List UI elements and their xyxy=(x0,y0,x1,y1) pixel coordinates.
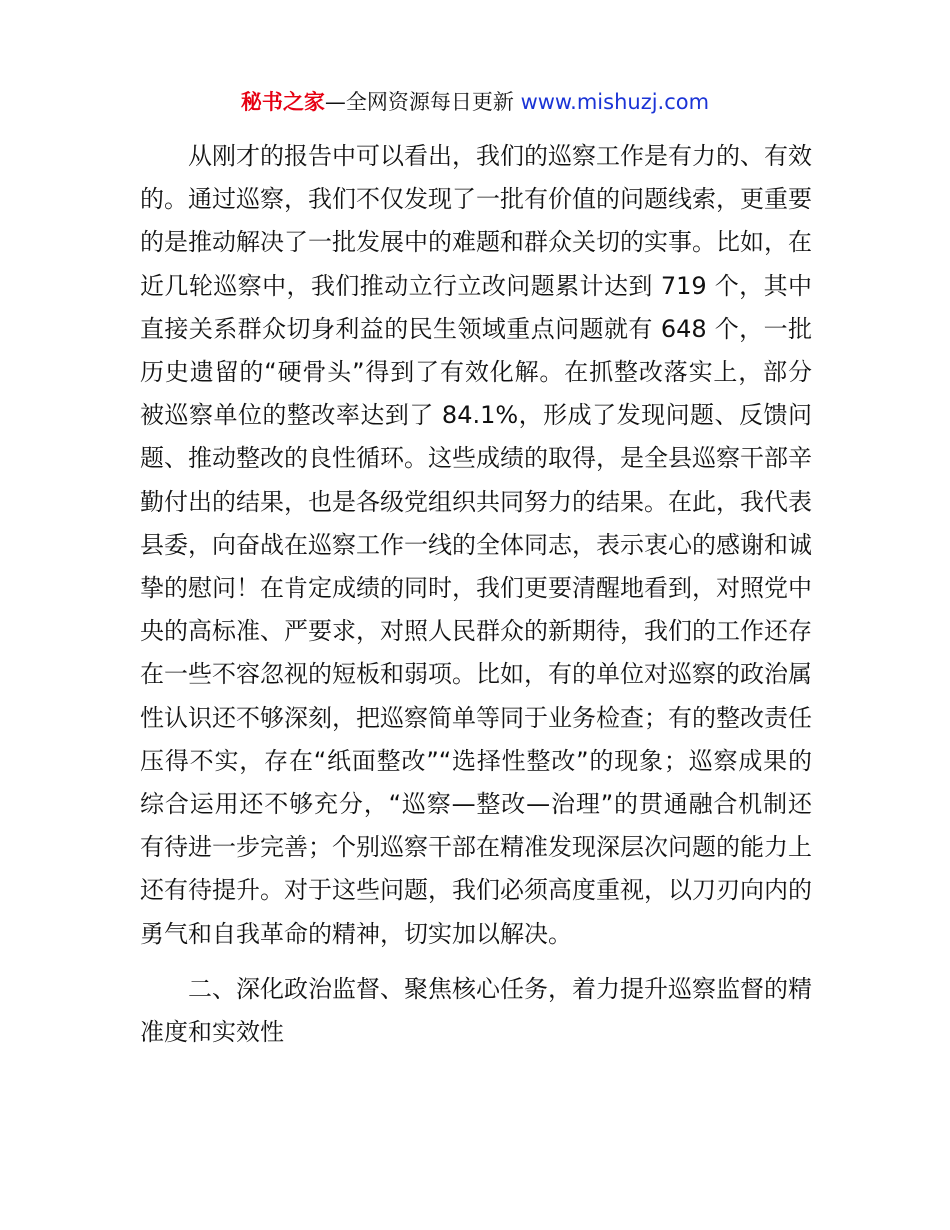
site-brand: 秘书之家 xyxy=(240,90,325,114)
section-heading-paragraph: 二、深化政治监督、聚焦核心任务，着力提升巡察监督的精准度和实效性 xyxy=(140,974,812,1047)
document-body xyxy=(140,135,812,1054)
site-url-link[interactable]: www.mishuzj.com xyxy=(520,90,710,114)
body-paragraph: 从刚才的报告中可以看出，我们的巡察工作是有力的、有效的。通过巡察，我们不仅发现了一批有价值的问题线索，更重要的是推动解决了一批发展中的难题和群众关切的实事。比如，在近几轮巡察中，我们推动立行立改问题累计达到 719 个，其中直接关系群众切身利益的民生领域重点问题就有 648 个，一批历史遗留的“硬骨头”得到了有效化解。在抓整改落实上，部分被巡察单位的整改率达到了 84.1%，形成了发现问题、反馈问题、推动整改的良性循环。这些成绩的取得，是全县巡察干部辛勤付出的结果，也是各级党组织共同努力的结果。在此，我代表县委，向奋战在巡察工作一线的全体同志，表示衷心的感谢和诚挚的慰问！在肯定成绩的同时，我们更要清醒地看到，对照党中央的高标准、严要求，对照人民群众的新期待，我们的工作还存在一些不容忽视的短板和弱项。比如，有的单位对巡察的政治属性认识还不够深刻，把巡察简单等同于业务检查；有的整改责任压得不实，存在“纸面整改”“选择性整改”的现象；巡察成果的综合运用还不够充分，“巡察—整改—治理”的贯通融合机制还有待进一步完善；个别巡察干部在精准发现深层次问题的能力上还有待提升。对于这些问题，我们必须高度重视，以刀刃向内的勇气和自我革命的精神，切实加以解决。 xyxy=(140,142,812,948)
site-header xyxy=(0,86,950,118)
site-slogan: —全网资源每日更新 xyxy=(324,90,521,114)
